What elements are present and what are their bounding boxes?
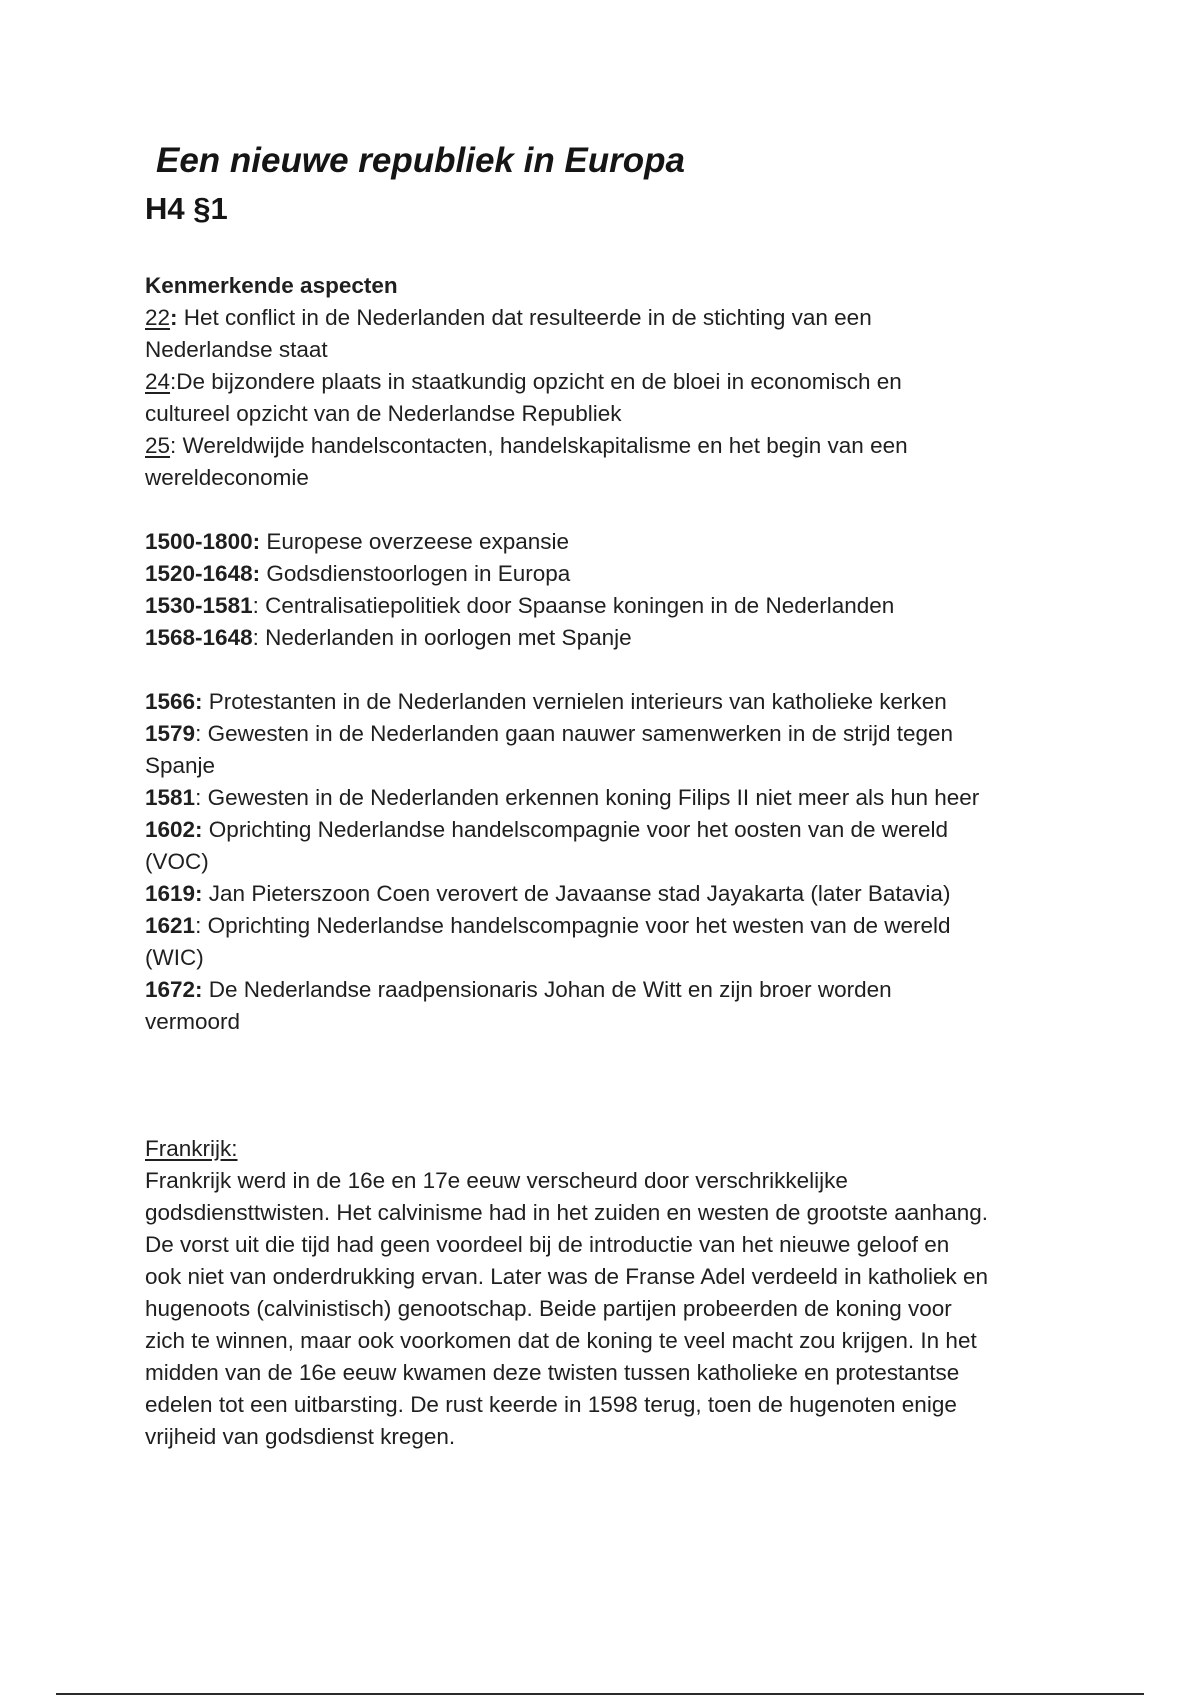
event-item (145, 718, 1075, 750)
paragraph-line: Frankrijk werd in de 16e en 17e eeuw verscheurd door verschrikkelijke (145, 1168, 848, 1193)
event-year: 1619: (145, 881, 203, 906)
event-year: 1672: (145, 977, 203, 1002)
aspect-separator: : (170, 369, 177, 394)
paragraph-line: hugenoots (calvinistisch) genootschap. Beide partijen probeerden de koning voor (145, 1296, 952, 1321)
period-range: 1520-1648: (145, 561, 261, 586)
period-text: : Nederlanden in oorlogen met Spanje (252, 625, 632, 650)
aspect-text-continued: cultureel opzicht van de Nederlandse Republiek (145, 401, 622, 426)
aspect-number: 25 (145, 433, 171, 458)
event-item (145, 878, 1075, 910)
event-text: : Gewesten in de Nederlanden erkennen koning Filips II niet meer als hun heer (195, 785, 980, 810)
period-item (145, 526, 1075, 558)
paragraph-line: De vorst uit die tijd had geen voordeel bij de introductie van het nieuwe geloof en (145, 1232, 950, 1257)
event-item (145, 910, 1075, 942)
aspect-number: 24 (145, 369, 171, 394)
event-text: De Nederlandse raadpensionaris Johan de Witt en zijn broer worden (202, 977, 892, 1002)
event-text: Protestanten in de Nederlanden vernielen interieurs van katholieke kerken (202, 689, 947, 714)
aspect-text: Het conflict in de Nederlanden dat resulteerde in de stichting van een (177, 305, 872, 330)
page-title: Een nieuwe republiek in Europa (156, 141, 685, 180)
period-text: Godsdienstoorlogen in Europa (260, 561, 571, 586)
event-text: : Oprichting Nederlandse handelscompagnie voor het westen van de wereld (195, 913, 951, 938)
event-text-continued: (WIC) (145, 945, 204, 970)
aspect-item (145, 302, 1075, 334)
content-body (145, 270, 1075, 1038)
event-year: 1566: (145, 689, 203, 714)
aspect-text: De bijzondere plaats in staatkundig opzicht en de bloei in economisch en (176, 369, 902, 394)
event-item (145, 686, 1075, 718)
aspect-text-continued: Nederlandse staat (145, 337, 328, 362)
aspect-separator: : (170, 433, 177, 458)
period-item (145, 590, 1075, 622)
paragraph-line: zich te winnen, maar ook voorkomen dat de koning te veel macht zou krijgen. In het (145, 1328, 977, 1353)
period-item (145, 558, 1075, 590)
aspect-text-continued: wereldeconomie (145, 465, 309, 490)
aspect-separator: : (170, 305, 178, 330)
event-text: Jan Pieterszoon Coen verovert de Javaanse stad Jayakarta (later Batavia) (202, 881, 951, 906)
aspect-item (145, 430, 1075, 462)
spacer (145, 494, 1075, 526)
paragraph-line: ook niet van onderdrukking ervan. Later was de Franse Adel verdeeld in katholiek en (145, 1264, 989, 1289)
period-range: 1530-1581 (145, 593, 253, 618)
spacer (145, 654, 1075, 686)
aspect-text: Wereldwijde handelscontacten, handelskapitalisme en het begin van een (176, 433, 908, 458)
paragraph-line: edelen tot een uitbarsting. De rust keerde in 1598 terug, toen de hugenoten enige (145, 1392, 957, 1417)
event-item (145, 974, 1075, 1006)
event-text-continued: (VOC) (145, 849, 209, 874)
period-item (145, 622, 1075, 654)
event-text-continued: vermoord (145, 1009, 241, 1034)
period-text: Europese overzeese expansie (260, 529, 570, 554)
event-year: 1581 (145, 785, 196, 810)
event-text: : Gewesten in de Nederlanden gaan nauwer samenwerken in de strijd tegen (195, 721, 954, 746)
paragraph-line: vrijheid van godsdienst kregen. (145, 1424, 456, 1449)
frankrijk-heading: Frankrijk: (145, 1136, 238, 1161)
chapter-subtitle: H4 §1 (145, 191, 228, 226)
event-year: 1579 (145, 721, 196, 746)
aspect-item (145, 366, 1075, 398)
aspect-number: 22 (145, 305, 171, 330)
period-range: 1568-1648 (145, 625, 253, 650)
period-range: 1500-1800: (145, 529, 261, 554)
event-text-continued: Spanje (145, 753, 216, 778)
kenmerkende-aspecten-heading: Kenmerkende aspecten (145, 273, 398, 298)
paragraph-line: godsdiensttwisten. Het calvinisme had in het zuiden en westen de grootste aanhang. (145, 1200, 989, 1225)
paragraph-line: midden van de 16e eeuw kwamen deze twisten tussen katholieke en protestantse (145, 1360, 960, 1385)
event-year: 1621 (145, 913, 196, 938)
frankrijk-paragraph (145, 1165, 1085, 1453)
event-year: 1602: (145, 817, 203, 842)
period-text: : Centralisatiepolitiek door Spaanse koningen in de Nederlanden (252, 593, 895, 618)
event-text: Oprichting Nederlandse handelscompagnie voor het oosten van de wereld (202, 817, 949, 842)
event-item (145, 814, 1075, 846)
event-item (145, 782, 1075, 814)
bottom-divider (56, 1693, 1144, 1695)
